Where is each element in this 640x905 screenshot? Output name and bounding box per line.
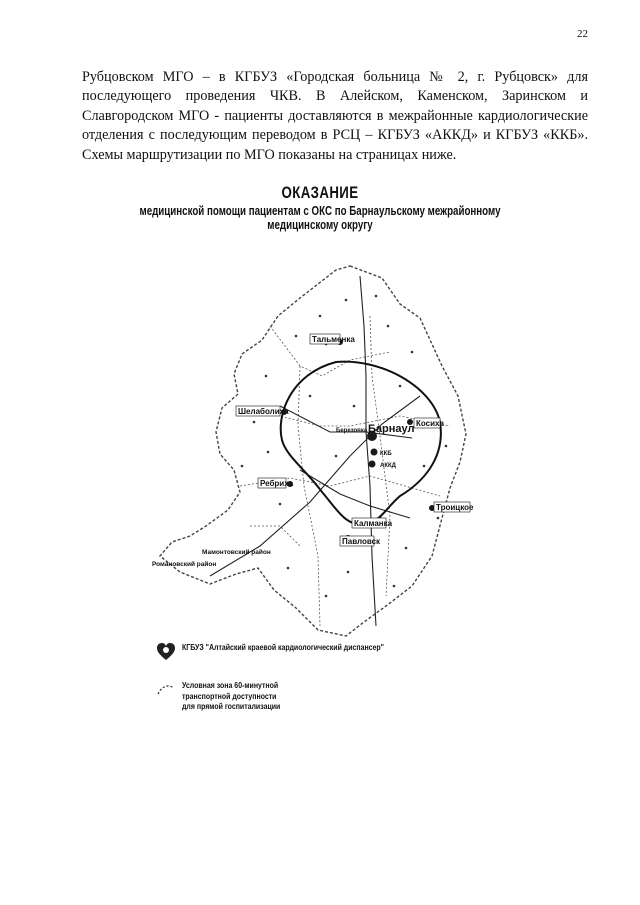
- town-markers: [281, 339, 435, 541]
- sixty-minute-zone: [281, 362, 441, 525]
- figure-subtitle-line1: медицинской помощи пациентам с ОКС по Барнаульскому межрайонному: [139, 204, 501, 218]
- map-label-rebrikha: Ребриха: [260, 479, 294, 488]
- heart-icon: [156, 642, 176, 662]
- map-label-berezovka: Березовка: [336, 428, 368, 434]
- map-label-barnaul: Барнаул: [368, 423, 415, 435]
- legend-zone-text: Условная зона 60-минутной транспортной доступности для прямой госпитализации: [182, 680, 281, 711]
- map-label-kosikha: Косиха: [416, 419, 444, 428]
- figure-title: ОКАЗАНИЕ: [281, 183, 359, 202]
- legend-cardio-center-text: КГБУЗ "Алтайский краевой кардиологический диспансер": [182, 642, 384, 652]
- legend-cardio-center: [156, 642, 516, 662]
- map-label-talmenka: Тальменка: [312, 335, 355, 344]
- map-label-troitskoe: Троицкое: [436, 503, 474, 512]
- map-label-shelabolikha: Шелаболиха: [238, 407, 289, 416]
- figure-subtitle-line2: медицинскому округу: [267, 218, 373, 232]
- district-map: [150, 256, 480, 641]
- map-label-kkb: ККБ: [380, 451, 392, 457]
- map-label-kalmanka: Калманка: [354, 519, 393, 528]
- dotted-line-icon: [156, 680, 176, 700]
- map-label-mamontovsky: Мамонтовский район: [202, 549, 271, 556]
- region-boundary: [160, 266, 466, 636]
- map-label-akkd: АККД: [380, 463, 396, 469]
- body-paragraph: Рубцовском МГО – в КГБУЗ «Городская больница № 2, г. Рубцовск» для последующего проведения ЧКВ. В Алейском, Каменском, Заринском и Славгородском МГО - пациенты доставляются в межрайонные кардиологические отделения с последующим переводом в РСЦ – КГБУЗ «АККД» и КГБУЗ «ККБ». Схемы маршрутизации по МГО показаны на страницах ниже.: [82, 69, 588, 163]
- map-label-romanovsky: Романовский район: [152, 561, 217, 568]
- map-legend: [156, 642, 516, 730]
- page-number: 22: [577, 28, 588, 40]
- legend-zone: [156, 680, 516, 712]
- map-label-pavlovsk: Павловск: [342, 537, 381, 546]
